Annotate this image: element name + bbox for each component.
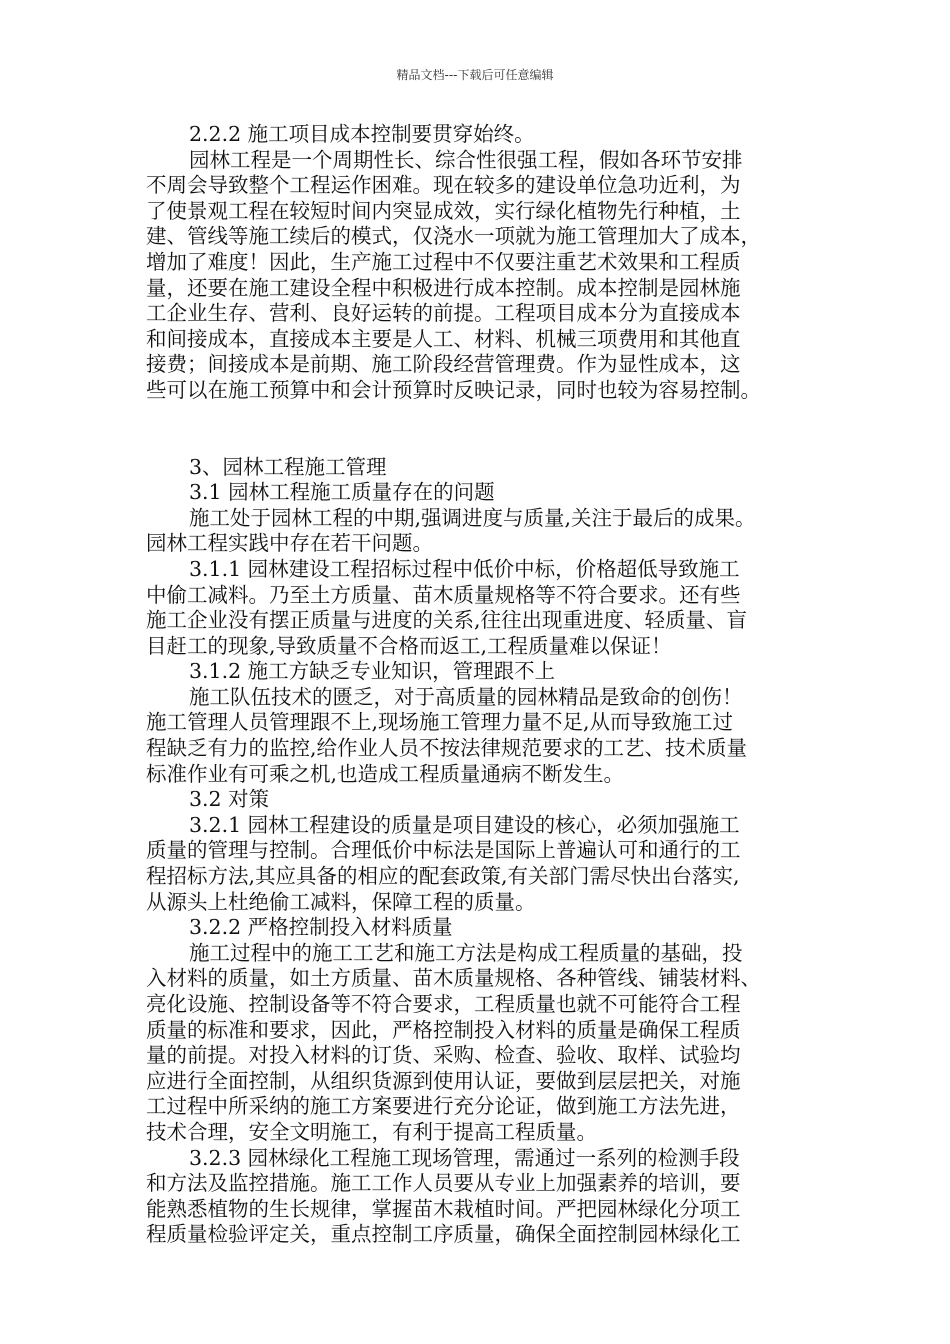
text-line: 中偷工减料。乃至土方质量、苗木质量规格等不符合要求。还有些 <box>146 582 741 607</box>
text-line: 能熟悉植物的生长规律，掌握苗木栽植时间。严把园林绿化分项工 <box>146 1196 741 1221</box>
text-line: 工企业生存、营利、良好运转的前提。工程项目成本分为直接成本 <box>146 301 741 326</box>
text-line: 3.1.1 园林建设工程招标过程中低价中标，价格超低导致施工 <box>189 556 740 581</box>
text-line: 园林工程实践中存在若干问题。 <box>146 531 433 556</box>
text-line: 施工过程中的施工工艺和施工方法是构成工程质量的基础，投 <box>189 940 743 965</box>
text-line: 些可以在施工预算中和会计预算时反映记录，同时也较为容易控制。 <box>146 377 761 402</box>
text-line: 质量的管理与控制。合理低价中标法是国际上普遍认可和通行的工 <box>146 838 741 863</box>
text-line: 和方法及监控措施。施工工作人员要从专业上加强素养的培训，要 <box>146 1171 741 1196</box>
text-line: 建、管线等施工续后的模式，仅浇水一项就为施工管理加大了成本， <box>146 224 761 249</box>
text-line: 接费；间接成本是前期、施工阶段经营管理费。作为显性成本，这 <box>146 352 741 377</box>
text-line: 3.2 对策 <box>189 787 270 812</box>
text-line: 3.1 园林工程施工质量存在的问题 <box>189 480 495 505</box>
text-line: 入材料的质量，如土方质量、苗木质量规格、各种管线、铺装材料、 <box>146 966 761 991</box>
text-line: 和间接成本，直接成本主要是人工、材料、机械三项费用和其他直 <box>146 326 741 351</box>
text-line: 增加了难度！因此，生产施工过程中不仅要注重艺术效果和工程质 <box>146 249 741 274</box>
text-line: 亮化设施、控制设备等不符合要求，工程质量也就不可能符合工程 <box>146 992 741 1016</box>
text-line: 工过程中所采纳的施工方案要进行充分论证，做到施工方法先进， <box>146 1094 741 1119</box>
text-line: 3.2.1 园林工程建设的质量是项目建设的核心，必须加强施工 <box>189 812 740 837</box>
text-line: 应进行全面控制，从组织货源到使用认证，要做到层层把关，对施 <box>146 1068 741 1093</box>
text-line: 程质量检验评定关，重点控制工序质量，确保全面控制园林绿化工 <box>146 1222 741 1247</box>
text-line: 施工处于园林工程的中期,强调进度与质量,关注于最后的成果。 <box>189 505 756 530</box>
text-line: 3、园林工程施工管理 <box>189 454 387 479</box>
text-line: 3.2.2 严格控制投入材料质量 <box>189 915 453 940</box>
text-line: 园林工程是一个周期性长、综合性很强工程，假如各环节安排 <box>189 147 743 172</box>
text-line: 从源头上杜绝偷工减料，保障工程的质量。 <box>146 889 536 914</box>
text-line: 施工队伍技术的匮乏，对于高质量的园林精品是致命的创伤！ <box>189 684 743 709</box>
text-line: 了使景观工程在较短时间内突显成效，实行绿化植物先行种植，土 <box>146 198 741 223</box>
page-header: 精品文档---下载后可任意编辑 <box>396 68 554 82</box>
text-line: 3.2.3 园林绿化工程施工现场管理，需通过一系列的检测手段 <box>189 1145 740 1170</box>
text-line: 3.1.2 施工方缺乏专业知识，管理跟不上 <box>189 659 556 684</box>
text-line: 量，还要在施工建设全程中积极进行成本控制。成本控制是园林施 <box>146 275 741 300</box>
text-line: 标准作业有可乘之机,也造成工程质量通病不断发生。 <box>146 761 625 786</box>
text-line: 技术合理，安全文明施工，有利于提高工程质量。 <box>146 1119 597 1144</box>
text-line: 不周会导致整个工程运作困难。现在较多的建设单位急功近利，为 <box>146 173 741 198</box>
text-line: 2.2.2 施工项目成本控制要贯穿始终。 <box>189 122 535 146</box>
text-line: 程缺乏有力的监控,给作业人员不按法律规范要求的工艺、技术质量 <box>146 736 748 761</box>
document-body <box>146 122 806 1248</box>
text-line: 目赶工的现象,导致质量不合格而返工,工程质量难以保证！ <box>146 633 672 658</box>
text-line: 质量的标准和要求，因此，严格控制投入材料的质量是确保工程质 <box>146 1017 741 1042</box>
text-line: 施工管理人员管理跟不上,现场施工管理力量不足,从而导致施工过 <box>146 710 734 735</box>
text-line: 量的前提。对投入材料的订货、采购、检查、验收、取样、试验均 <box>146 1043 741 1068</box>
text-line: 程招标方法,其应具备的相应的配套政策,有关部门需尽快出台落实, <box>146 864 740 889</box>
section-gap <box>146 404 806 455</box>
text-line: 施工企业没有摆正质量与进度的关系,往往出现重进度、轻质量、盲 <box>146 608 748 633</box>
